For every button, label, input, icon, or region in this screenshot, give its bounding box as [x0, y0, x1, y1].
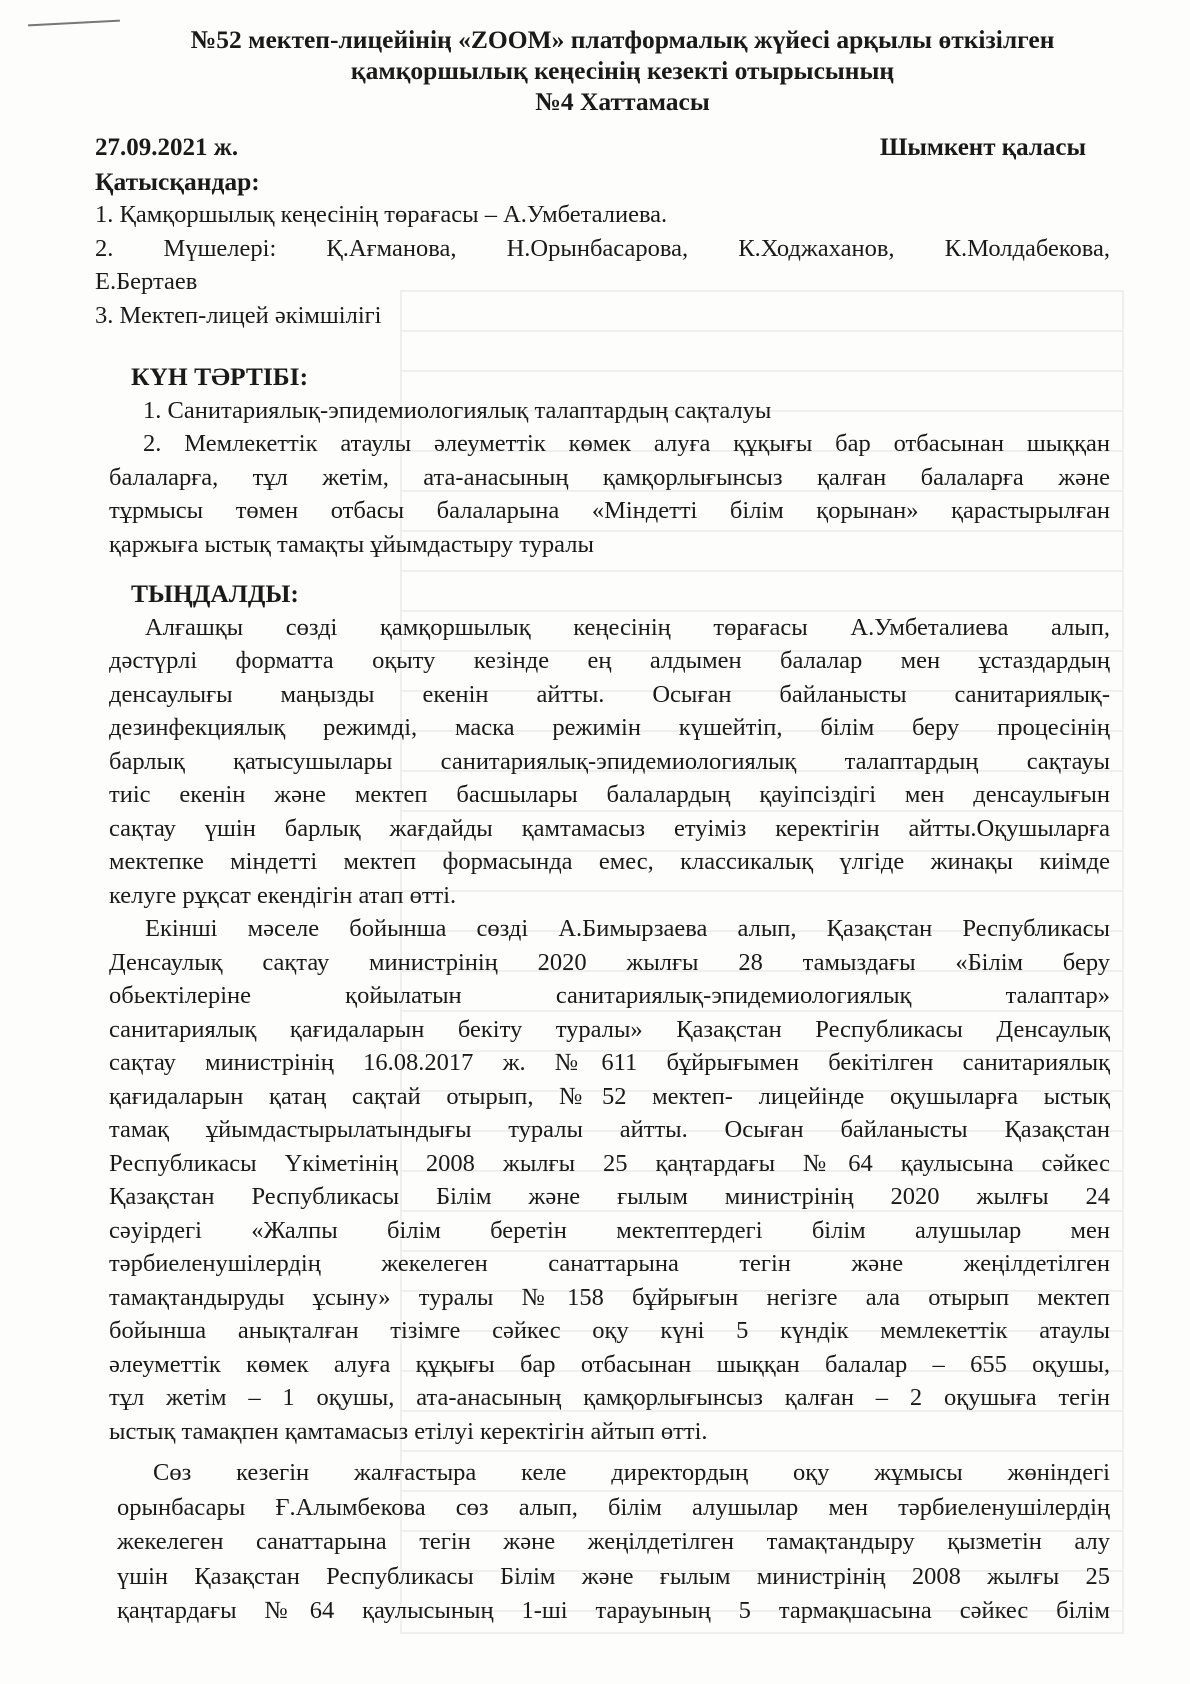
p2-line: қағидаларын қатаң сақтай отырып, №52 мектеп- лицейінде оқушыларға ыстық: [109, 1082, 1110, 1110]
agenda-item-2-cont-2: тұрмысы төмен отбасы балаларына «Міндетті білім қорынан» қарастырылған: [109, 497, 1110, 524]
meeting-date: 27.09.2021 ж.: [95, 134, 239, 161]
p1-line: келуге рұқсат екендігін атап өтті.: [109, 881, 457, 909]
title-line-1: №52 мектеп-лицейінің «ZOOM» платформалық жүйесі арқылы өткізілген: [190, 25, 1055, 54]
heard-section: [95, 577, 1110, 1629]
p1-line: дәстүрлі форматта оқыту кезінде ең алдымен балалар мен ұстаздардың: [109, 647, 1110, 674]
p3-line: орынбасары Ғ.Алымбекова сөз алып, білім алушылар мен тәрбиеленушілердің: [117, 1493, 1110, 1521]
p3-line: үшін Қазақстан Республикасы Білім және ғылым министрінің 2008 жылғы 25: [117, 1562, 1110, 1590]
p3-line: қаңтардағы №64 қаулысының 1-ші тарауының 5 тармақшасына сәйкес білім: [117, 1597, 1110, 1624]
p2-line: тұл жетім – 1 оқушы, ата-анасының қамқорлығынсыз қалған – 2 оқушыға тегін: [109, 1384, 1110, 1411]
p1-line: Алғашқы сөзді қамқоршылық кеңесінің төрағасы А.Умбеталиева алып,: [145, 613, 1110, 641]
p3-line: Сөз кезегін жалғастыра келе директордың оқу жұмысы жөніндегі: [153, 1459, 1110, 1486]
title-line-2: қамқоршылық кеңесінің кезекті отырысының: [350, 56, 895, 85]
p1-line: сақтау үшін барлық жағдайды қамтамасыз етуіміз керектігін айтты.Оқушыларға: [109, 814, 1110, 842]
participant-line-1: 1. Қамқоршылық кеңесінің төрағасы – А.Умбеталиева.: [95, 201, 668, 228]
agenda-item-2-cont-1: балаларға, тұл жетім, ата-анасының қамқорлығынсыз қалған балаларға және: [109, 463, 1110, 491]
p3-line: жекелеген санаттарына тегін және жеңілдетілген тамақтандыру қызметін алу: [117, 1528, 1110, 1555]
p2-line: обьектілеріне қойылатын санитариялық-эпидемиологиялық талаптар»: [109, 982, 1110, 1009]
date-city-row: [95, 131, 1110, 165]
p2-line: Республикасы Үкіметінің 2008 жылғы 25 қаңтардағы №64 қаулысына сәйкес: [109, 1149, 1110, 1177]
p2-line: тамақ ұйымдастырылатындығы туралы айтты. Осыған байланысты Қазақстан: [109, 1116, 1110, 1143]
p2-line: Екінші мәселе бойынша сөзді А.Бимырзаева алып, Қазақстан Республикасы: [145, 915, 1110, 942]
p2-line: санитариялық қағидаларын бекіту туралы» Қазақстан Республикасы Денсаулық: [109, 1015, 1110, 1043]
participant-line-4: 3. Мектеп-лицей әкімшілігі: [95, 301, 382, 329]
p2-line: Денсаулық сақтау министрінің 2020 жылғы 28 тамыздағы «Білім беру: [109, 948, 1110, 976]
p2-line: тамақтандыруды ұсыну» туралы №158 бұйрығын негізге ала отырып мектеп: [109, 1283, 1110, 1311]
title-line-3: №4 Хаттамасы: [535, 87, 710, 116]
p1-line: мектепке міндетті мектеп формасында емес, классикалық үлгіде жинақы киімде: [109, 848, 1110, 875]
p2-line: сақтау министрінің 16.08.2017 ж. №611 бұйрығымен бекітілген санитариялық: [109, 1049, 1110, 1076]
p1-line: барлық қатысушылары санитариялық-эпидемиологиялық талаптардың сақтауы: [109, 747, 1110, 775]
participants-heading: Қатысқандар:: [95, 166, 260, 196]
paragraph-2: [109, 912, 1110, 1448]
p2-line: ыстық тамақпен қамтамасыз етілуі керектігін айтып өтті.: [109, 1417, 708, 1445]
participant-line-2: 2. Мүшелері: Қ.Ағманова, Н.Орынбасарова, К.Ходжаханов, К.Молдабекова,: [95, 234, 1110, 262]
document-title: [95, 24, 1110, 117]
agenda-section: [95, 360, 1110, 561]
participant-line-3: Е.Бертаев: [95, 268, 198, 295]
document-page: [95, 24, 1110, 1629]
meeting-city: Шымкент қаласы: [879, 134, 1086, 161]
p2-line: бойынша анықталған тізімге сәйкес оқу күні 5 күндік мемлекеттік атаулы: [109, 1317, 1110, 1344]
paragraph-1: [109, 611, 1110, 913]
p2-line: сәуірдегі «Жалпы білім беретін мектептердегі білім алушылар мен: [109, 1216, 1110, 1244]
agenda-item-1: 1. Санитариялық-эпидемиологиялық талаптардың сақталуы: [143, 396, 772, 424]
agenda-item-2: 2. Мемлекеттік атаулы әлеуметтік көмек алуға құқығы бар отбасынан шыққан: [143, 430, 1110, 457]
p2-line: Қазақстан Республикасы Білім және ғылым министрінің 2020 жылғы 24: [109, 1183, 1110, 1210]
p2-line: әлеуметтік көмек алуға құқығы бар отбасынан шыққан балалар – 655 оқушы,: [109, 1350, 1110, 1378]
p1-line: денсаулығы маңызды екенін айтты. Осыған байланысты санитариялық-: [109, 680, 1110, 708]
paragraph-3: [117, 1456, 1110, 1629]
p1-line: дезинфекциялық режимді, маска режимін күшейтіп, білім беру процесінің: [109, 714, 1110, 741]
participants-section: [95, 165, 1110, 333]
agenda-item-2-cont-3: қаржыға ыстық тамақты ұйымдастыру туралы: [109, 530, 594, 558]
p2-line: тәрбиеленушілердің жекелеген санаттарына тегін және жеңілдетілген: [109, 1250, 1110, 1277]
agenda-heading: КҮН ТӘРТІБІ:: [131, 362, 309, 391]
heard-heading: ТЫҢДАЛДЫ:: [131, 579, 299, 608]
p1-line: тиіс екенін және мектеп басшылары балалардың қауіпсіздігі мен денсаулығын: [109, 781, 1110, 808]
